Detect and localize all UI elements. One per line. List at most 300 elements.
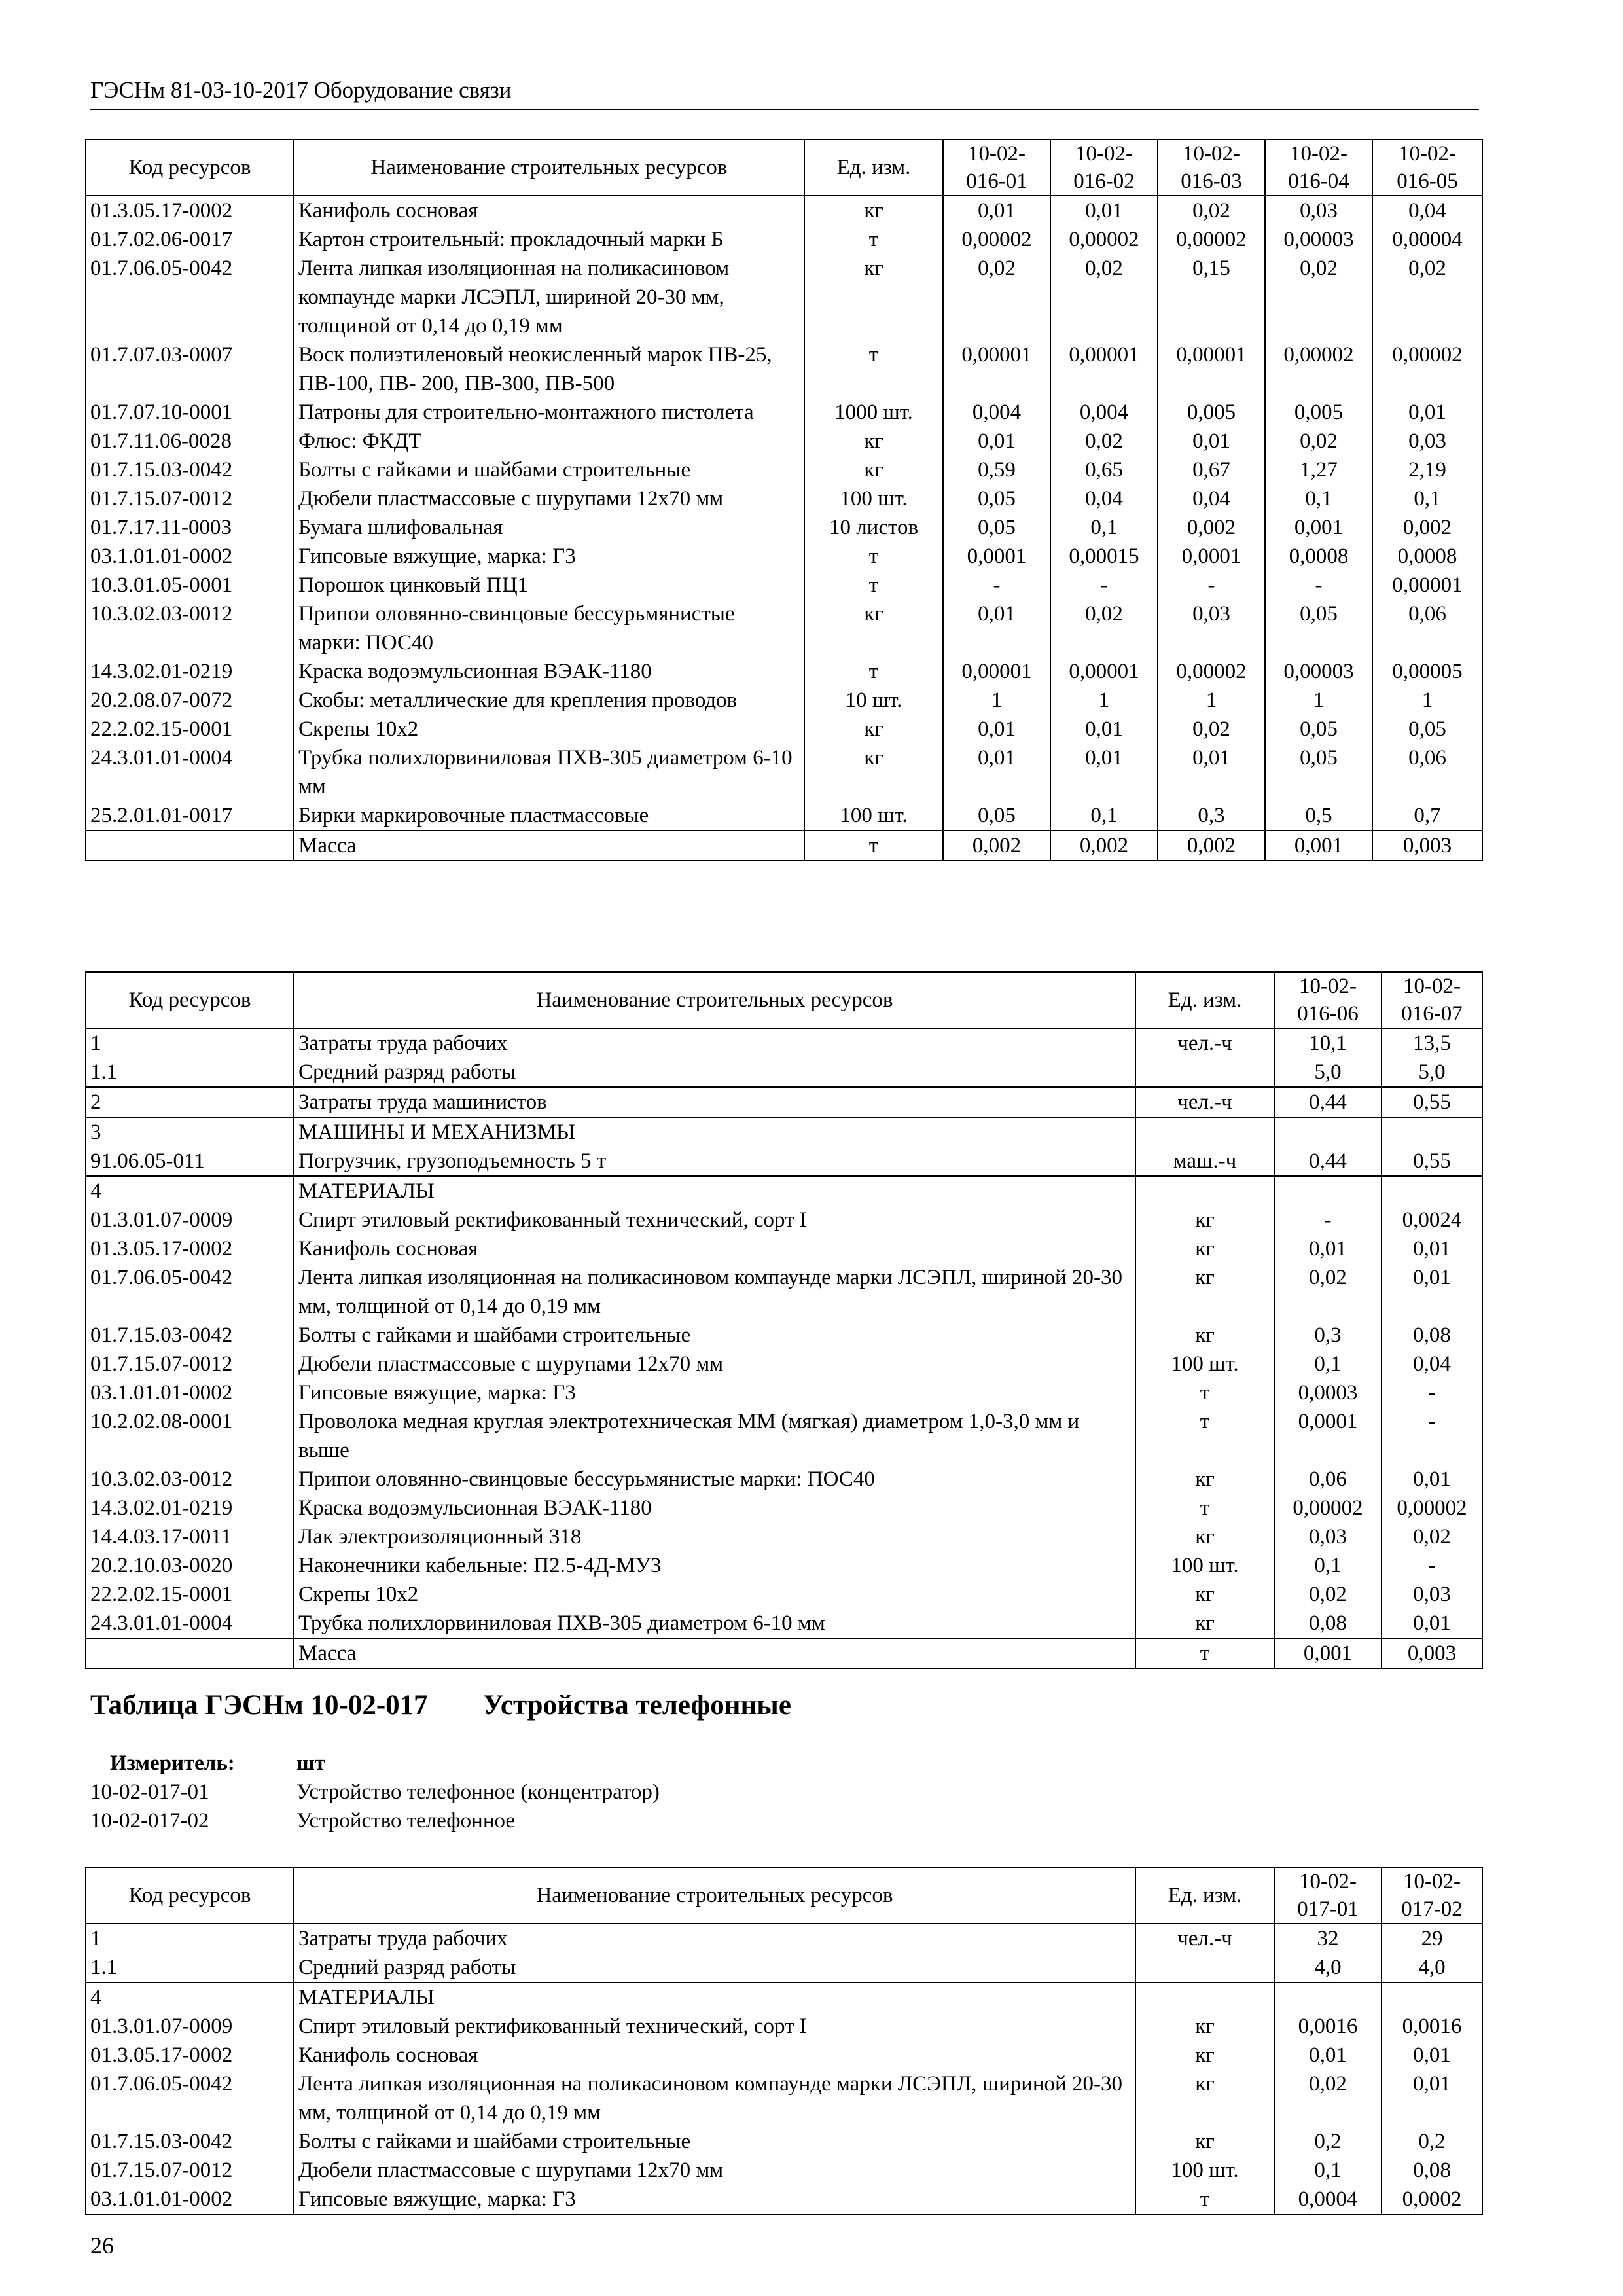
- table-row: [86, 484, 1482, 513]
- table-row: [86, 427, 1482, 456]
- resource-name: МАТЕРИАЛЫ: [294, 1176, 1135, 1206]
- resource-code: 25.2.01.01-0017: [86, 801, 294, 831]
- resource-unit: кг: [1135, 1580, 1274, 1609]
- resource-code: 4: [86, 1176, 294, 1206]
- resource-code: 01.7.06.05-0042: [86, 2070, 294, 2127]
- resource-value: 0,00002: [1050, 225, 1158, 254]
- resource-value: 0,0004: [1274, 2185, 1382, 2214]
- resource-unit: [1135, 1117, 1274, 1147]
- resource-unit: кг: [1135, 1263, 1274, 1321]
- table-row: [86, 657, 1482, 686]
- resource-unit: т: [1135, 1378, 1274, 1407]
- resource-code: 22.2.02.15-0001: [86, 1580, 294, 1609]
- resources-table-016-01-05: [85, 139, 1483, 861]
- mass-value: 0,002: [1050, 831, 1158, 861]
- resource-value: 0,02: [1050, 600, 1158, 657]
- resource-name: Затраты труда машинистов: [294, 1087, 1135, 1117]
- resource-value: 0,06: [1372, 744, 1482, 801]
- resource-name: Наконечники кабельные: П2.5-4Д-МУ3: [294, 1551, 1135, 1580]
- resource-unit: чел.-ч: [1135, 1087, 1274, 1117]
- resource-unit: 100 шт.: [804, 484, 943, 513]
- mass-value: 0,002: [1158, 831, 1265, 861]
- resource-value: 0,02: [943, 254, 1050, 340]
- resource-name: Дюбели пластмассовые с шурупами 12х70 мм: [294, 2156, 1135, 2185]
- resource-value: [1382, 1176, 1482, 1206]
- column-header-unit: Ед. изм.: [1135, 1867, 1274, 1924]
- table-row: [86, 254, 1482, 340]
- resource-value: 0,5: [1265, 801, 1372, 831]
- resource-value: 1: [943, 686, 1050, 715]
- resource-code: 03.1.01.01-0002: [86, 542, 294, 571]
- resource-code: 10.3.01.05-0001: [86, 571, 294, 600]
- resource-value: 0,00004: [1372, 225, 1482, 254]
- resource-value: 2,19: [1372, 456, 1482, 484]
- resource-unit: кг: [804, 744, 943, 801]
- table-row: [86, 1117, 1482, 1147]
- resource-value: 0,04: [1050, 484, 1158, 513]
- resource-value: 0,01: [943, 600, 1050, 657]
- column-header-norm: 10-02- 016-05: [1372, 139, 1482, 196]
- resource-unit: [1135, 1982, 1274, 2012]
- resource-value: 0,004: [1050, 398, 1158, 427]
- resource-code: 01.7.06.05-0042: [86, 254, 294, 340]
- resource-value: 0,06: [1274, 1465, 1382, 1494]
- resource-value: 0,02: [1265, 254, 1372, 340]
- resource-code: 01.7.15.07-0012: [86, 2156, 294, 2185]
- resource-value: 0,00001: [1050, 340, 1158, 398]
- table-body: [86, 1924, 1482, 2214]
- resource-value: 0,005: [1158, 398, 1265, 427]
- resource-value: 0,03: [1265, 196, 1372, 225]
- resource-value: 0,0016: [1274, 2012, 1382, 2041]
- resource-value: 0,01: [1382, 1234, 1482, 1263]
- resource-unit: 100 шт.: [1135, 2156, 1274, 2185]
- page-header: [90, 75, 1479, 110]
- resource-name: Лента липкая изоляционная на поликасиновом компаунде марки ЛСЭПЛ, шириной 20-30 мм, толщиной от 0,14 до 0,19 мм: [294, 2070, 1135, 2127]
- resource-unit: кг: [804, 456, 943, 484]
- resource-value: 0,00001: [1158, 340, 1265, 398]
- resource-code: 01.7.06.05-0042: [86, 1263, 294, 1321]
- resource-name: Канифоль сосновая: [294, 1234, 1135, 1263]
- table-row: [86, 1407, 1482, 1465]
- column-header-code: Код ресурсов: [86, 1867, 294, 1924]
- resource-name: Краска водоэмульсионная ВЭАК-1180: [294, 657, 804, 686]
- resource-name: Бумага шлифовальная: [294, 513, 804, 542]
- resource-name: Дюбели пластмассовые с шурупами 12х70 мм: [294, 1350, 1135, 1378]
- resource-value: 0,01: [1382, 1263, 1482, 1321]
- resource-value: 0,00002: [1372, 340, 1482, 398]
- resource-value: 0,03: [1372, 427, 1482, 456]
- resource-code: 01.3.05.17-0002: [86, 1234, 294, 1263]
- resource-code: 03.1.01.01-0002: [86, 2185, 294, 2214]
- resource-value: 0,05: [1372, 715, 1482, 744]
- resource-code: 01.3.05.17-0002: [86, 196, 294, 225]
- table-row: [86, 600, 1482, 657]
- resource-value: 4,0: [1382, 1953, 1482, 1982]
- resource-name: Флюс: ФКДТ: [294, 427, 804, 456]
- table-row: [86, 801, 1482, 831]
- table-row: [86, 744, 1482, 801]
- mass-row: [86, 831, 1482, 861]
- resource-value: 0,2: [1274, 2127, 1382, 2156]
- resource-value: 4,0: [1274, 1953, 1382, 1982]
- resource-value: 0,08: [1274, 1609, 1382, 1638]
- resource-unit: т: [804, 225, 943, 254]
- resource-name: Краска водоэмульсионная ВЭАК-1180: [294, 1494, 1135, 1522]
- resource-value: 0,3: [1274, 1321, 1382, 1350]
- resource-name: МАТЕРИАЛЫ: [294, 1982, 1135, 2012]
- table-body: [86, 1028, 1482, 1668]
- mass-value: 0,002: [943, 831, 1050, 861]
- resource-value: 0,00015: [1050, 542, 1158, 571]
- resource-value: 0,44: [1274, 1087, 1382, 1117]
- resource-value: -: [1265, 571, 1372, 600]
- resource-code: 01.7.07.10-0001: [86, 398, 294, 427]
- resource-value: 0,01: [1158, 427, 1265, 456]
- measure-label: Измеритель:: [110, 1751, 235, 1775]
- resource-value: [1382, 1982, 1482, 2012]
- resource-value: 1: [1265, 686, 1372, 715]
- resource-value: [1274, 1176, 1382, 1206]
- column-header-name: Наименование строительных ресурсов: [294, 972, 1135, 1028]
- mass-value: 0,001: [1265, 831, 1372, 861]
- column-header-norm: 10-02- 016-01: [943, 139, 1050, 196]
- page-number: 26: [90, 2233, 114, 2259]
- table-row: [86, 2012, 1482, 2041]
- resource-value: 0,05: [1265, 715, 1372, 744]
- resource-value: 0,002: [1158, 513, 1265, 542]
- column-header-norm: 10-02- 016-02: [1050, 139, 1158, 196]
- resource-unit: кг: [1135, 2012, 1274, 2041]
- mass-row: [86, 1638, 1482, 1668]
- resource-unit: 100 шт.: [1135, 1551, 1274, 1580]
- resource-unit: кг: [1135, 1206, 1274, 1234]
- table-row: [86, 1028, 1482, 1058]
- table-row: [86, 1058, 1482, 1087]
- resource-unit: т: [1135, 1407, 1274, 1465]
- resource-value: 0,06: [1372, 600, 1482, 657]
- measure-value: шт: [296, 1751, 326, 1775]
- resource-unit: чел.-ч: [1135, 1924, 1274, 1953]
- resource-value: 5,0: [1382, 1058, 1482, 1087]
- resource-code: 2: [86, 1087, 294, 1117]
- section-title-number: Таблица ГЭСНм 10-02-017: [90, 1690, 428, 1721]
- resource-unit: 1000 шт.: [804, 398, 943, 427]
- column-header-name: Наименование строительных ресурсов: [294, 139, 804, 196]
- table-row: [86, 686, 1482, 715]
- resource-value: 10,1: [1274, 1028, 1382, 1058]
- resource-value: 0,67: [1158, 456, 1265, 484]
- resource-value: 0,00001: [943, 340, 1050, 398]
- resource-value: 0,00002: [1265, 340, 1372, 398]
- resource-value: 0,44: [1274, 1147, 1382, 1176]
- resource-value: 0,1: [1050, 513, 1158, 542]
- resource-value: -: [1158, 571, 1265, 600]
- resource-name: Припои оловянно-свинцовые бессурьмянистые марки: ПОС40: [294, 600, 804, 657]
- resource-value: 0,01: [943, 715, 1050, 744]
- resource-value: 0,01: [1050, 715, 1158, 744]
- table-row: [86, 1263, 1482, 1321]
- table-row: [86, 2185, 1482, 2214]
- resource-name: Погрузчик, грузоподъемность 5 т: [294, 1147, 1135, 1176]
- column-header-norm: 10-02- 017-01: [1274, 1867, 1382, 1924]
- resource-code: 01.7.15.07-0012: [86, 1350, 294, 1378]
- resource-unit: т: [804, 571, 943, 600]
- resource-value: 0,0016: [1382, 2012, 1482, 2041]
- resource-unit: т: [804, 657, 943, 686]
- norm-code: 10-02-017-02: [90, 1809, 209, 1833]
- resource-name: Воск полиэтиленовый неокисленный марок ПВ-25, ПВ-100, ПВ- 200, ПВ-300, ПВ-500: [294, 340, 804, 398]
- resource-unit: 10 листов: [804, 513, 943, 542]
- resource-value: 0,55: [1382, 1147, 1482, 1176]
- resource-unit: кг: [1135, 2070, 1274, 2127]
- resource-value: 29: [1382, 1924, 1482, 1953]
- table-row: [86, 1609, 1482, 1638]
- column-header-norm: 10-02- 017-02: [1382, 1867, 1482, 1924]
- resource-value: [1274, 1982, 1382, 2012]
- resource-value: 0,02: [1274, 2070, 1382, 2127]
- resource-code: 10.3.02.03-0012: [86, 1465, 294, 1494]
- resource-name: Бирки маркировочные пластмассовые: [294, 801, 804, 831]
- resource-code: 1.1: [86, 1058, 294, 1087]
- table-row: [86, 1234, 1482, 1263]
- resource-value: 0,0024: [1382, 1206, 1482, 1234]
- resource-unit: кг: [1135, 1234, 1274, 1263]
- resource-value: 0,001: [1265, 513, 1372, 542]
- resource-value: 1,27: [1265, 456, 1372, 484]
- resource-value: -: [1274, 1206, 1382, 1234]
- resource-name: Скобы: металлические для крепления проводов: [294, 686, 804, 715]
- resource-name: Средний разряд работы: [294, 1058, 1135, 1087]
- resource-unit: кг: [804, 715, 943, 744]
- resource-name: Припои оловянно-свинцовые бессурьмянистые марки: ПОС40: [294, 1465, 1135, 1494]
- column-header-norm: 10-02- 016-04: [1265, 139, 1372, 196]
- resource-value: 0,01: [1382, 2070, 1482, 2127]
- mass-unit: т: [804, 831, 943, 861]
- resource-value: 0,0008: [1372, 542, 1482, 571]
- resource-unit: кг: [1135, 2127, 1274, 2156]
- resource-value: -: [1382, 1378, 1482, 1407]
- column-header-code: Код ресурсов: [86, 972, 294, 1028]
- table-row: [86, 225, 1482, 254]
- column-header-code: Код ресурсов: [86, 139, 294, 196]
- resource-unit: 10 шт.: [804, 686, 943, 715]
- resource-code: 01.7.11.06-0028: [86, 427, 294, 456]
- resource-unit: т: [804, 542, 943, 571]
- resource-value: 13,5: [1382, 1028, 1482, 1058]
- resource-value: 0,55: [1382, 1087, 1482, 1117]
- resource-value: 0,0008: [1265, 542, 1372, 571]
- resource-code: 4: [86, 1982, 294, 2012]
- resource-value: 0,02: [1372, 254, 1482, 340]
- resource-value: 0,59: [943, 456, 1050, 484]
- resource-value: 0,02: [1158, 196, 1265, 225]
- resource-value: -: [1050, 571, 1158, 600]
- resource-code: 10.2.02.08-0001: [86, 1407, 294, 1465]
- resource-value: 0,03: [1158, 600, 1265, 657]
- table-row: [86, 196, 1482, 225]
- mass-label: Масса: [294, 831, 804, 861]
- table-row: [86, 571, 1482, 600]
- resource-name: Скрепы 10х2: [294, 715, 804, 744]
- table-header-row: [86, 1867, 1482, 1924]
- resource-code: 14.3.02.01-0219: [86, 1494, 294, 1522]
- resource-name: Гипсовые вяжущие, марка: Г3: [294, 542, 804, 571]
- table-row: [86, 1551, 1482, 1580]
- resource-unit: кг: [1135, 1609, 1274, 1638]
- list-item: [90, 1806, 660, 1835]
- resources-table-017: [85, 1867, 1483, 2215]
- column-header-norm: 10-02- 016-03: [1158, 139, 1265, 196]
- resource-value: 0,01: [943, 196, 1050, 225]
- norm-name: Устройство телефонное (концентратор): [296, 1780, 660, 1804]
- resource-name: Дюбели пластмассовые с шурупами 12х70 мм: [294, 484, 804, 513]
- resource-unit: кг: [1135, 1465, 1274, 1494]
- resource-value: 0,08: [1382, 2156, 1482, 2185]
- table-row: [86, 1494, 1482, 1522]
- resource-value: 0,01: [1274, 1234, 1382, 1263]
- resource-value: 1: [1050, 686, 1158, 715]
- document-title: ГЭСНм 81-03-10-2017 Оборудование связи: [90, 77, 512, 103]
- table-row: [86, 340, 1482, 398]
- resource-value: 0,01: [1050, 744, 1158, 801]
- resource-unit: кг: [804, 600, 943, 657]
- resource-value: -: [943, 571, 1050, 600]
- table-row: [86, 715, 1482, 744]
- resource-value: 0,01: [1372, 398, 1482, 427]
- resource-name: Скрепы 10х2: [294, 1580, 1135, 1609]
- resource-value: 0,05: [1265, 744, 1372, 801]
- resource-name: Трубка полихлорвиниловая ПХВ-305 диаметром 6-10 мм: [294, 744, 804, 801]
- table-row: [86, 1580, 1482, 1609]
- table-row: [86, 1924, 1482, 1953]
- resource-value: 0,00002: [943, 225, 1050, 254]
- table-body: [86, 196, 1482, 861]
- resource-value: 0,05: [943, 513, 1050, 542]
- resource-value: 0,02: [1050, 427, 1158, 456]
- resource-value: 0,05: [943, 484, 1050, 513]
- resource-value: 0,00002: [1274, 1494, 1382, 1522]
- resource-value: 1: [1372, 686, 1482, 715]
- resource-value: [1274, 1117, 1382, 1147]
- resource-value: 0,01: [943, 427, 1050, 456]
- resource-unit: 100 шт.: [1135, 1350, 1274, 1378]
- resource-code: 20.2.10.03-0020: [86, 1551, 294, 1580]
- resource-value: 0,02: [1274, 1263, 1382, 1321]
- resource-code: 01.3.01.07-0009: [86, 1206, 294, 1234]
- table-row: [86, 1087, 1482, 1117]
- table-row: [86, 1350, 1482, 1378]
- resource-value: 0,05: [1265, 600, 1372, 657]
- resource-value: 0,0001: [1274, 1407, 1382, 1465]
- resource-value: -: [1382, 1551, 1482, 1580]
- resource-value: 0,01: [1382, 2041, 1482, 2070]
- column-header-unit: Ед. изм.: [804, 139, 943, 196]
- resource-value: 0,04: [1158, 484, 1265, 513]
- resource-value: 0,00003: [1265, 225, 1372, 254]
- mass-value: 0,003: [1372, 831, 1482, 861]
- resource-name: Спирт этиловый ректификованный технический, сорт I: [294, 1206, 1135, 1234]
- resource-unit: т: [1135, 2185, 1274, 2214]
- section-title-text: Устройства телефонные: [483, 1690, 791, 1721]
- column-header-unit: Ед. изм.: [1135, 972, 1274, 1028]
- table-row: [86, 1321, 1482, 1350]
- table-row: [86, 398, 1482, 427]
- resource-code: 01.7.15.03-0042: [86, 456, 294, 484]
- resource-code: 01.7.15.03-0042: [86, 1321, 294, 1350]
- resource-value: 0,00001: [943, 657, 1050, 686]
- empty-cell: [86, 831, 294, 861]
- resource-name: Проволока медная круглая электротехническая ММ (мягкая) диаметром 1,0-3,0 мм и выше: [294, 1407, 1135, 1465]
- resource-value: 0,7: [1372, 801, 1482, 831]
- resource-value: 0,02: [1265, 427, 1372, 456]
- resource-code: 01.7.15.07-0012: [86, 484, 294, 513]
- resource-value: 0,3: [1158, 801, 1265, 831]
- resource-name: Картон строительный: прокладочный марки Б: [294, 225, 804, 254]
- column-header-norm: 10-02- 016-06: [1274, 972, 1382, 1028]
- resource-unit: кг: [804, 427, 943, 456]
- resource-name: Средний разряд работы: [294, 1953, 1135, 1982]
- resource-name: Болты с гайками и шайбами строительные: [294, 456, 804, 484]
- resource-code: 01.3.05.17-0002: [86, 2041, 294, 2070]
- resource-name: Болты с гайками и шайбами строительные: [294, 2127, 1135, 2156]
- resource-code: 22.2.02.15-0001: [86, 715, 294, 744]
- resource-value: 0,005: [1265, 398, 1372, 427]
- resource-value: 0,01: [943, 744, 1050, 801]
- resource-name: Болты с гайками и шайбами строительные: [294, 1321, 1135, 1350]
- empty-cell: [86, 1638, 294, 1668]
- resource-name: Затраты труда рабочих: [294, 1924, 1135, 1953]
- resource-value: 0,0001: [1158, 542, 1265, 571]
- table-row: [86, 2156, 1482, 2185]
- resource-name: Спирт этиловый ректификованный технический, сорт I: [294, 2012, 1135, 2041]
- resource-value: 0,08: [1382, 1321, 1482, 1350]
- resource-name: Лента липкая изоляционная на поликасиновом компаунде марки ЛСЭПЛ, шириной 20-30 мм, толщиной от 0,14 до 0,19 мм: [294, 1263, 1135, 1321]
- resource-value: 0,00002: [1158, 657, 1265, 686]
- resource-value: 0,0001: [943, 542, 1050, 571]
- resource-value: 0,01: [1158, 744, 1265, 801]
- resource-value: 0,01: [1050, 196, 1158, 225]
- resource-code: 14.4.03.17-0011: [86, 1522, 294, 1551]
- resource-value: 0,00005: [1372, 657, 1482, 686]
- resource-unit: кг: [804, 196, 943, 225]
- resource-unit: [1135, 1058, 1274, 1087]
- resource-value: 0,1: [1274, 2156, 1382, 2185]
- resource-code: 01.3.01.07-0009: [86, 2012, 294, 2041]
- resource-unit: маш.-ч: [1135, 1147, 1274, 1176]
- resource-value: 0,1: [1265, 484, 1372, 513]
- resource-code: 24.3.01.01-0004: [86, 744, 294, 801]
- resource-value: 0,01: [1382, 1465, 1482, 1494]
- resource-value: 0,05: [943, 801, 1050, 831]
- resource-unit: кг: [804, 254, 943, 340]
- resource-code: 10.3.02.03-0012: [86, 600, 294, 657]
- resource-value: 0,00003: [1265, 657, 1372, 686]
- table-row: [86, 1982, 1482, 2012]
- resource-name: Лак электроизоляционный 318: [294, 1522, 1135, 1551]
- resource-code: 24.3.01.01-0004: [86, 1609, 294, 1638]
- resource-code: 1: [86, 1028, 294, 1058]
- table-row: [86, 1378, 1482, 1407]
- resource-value: 0,02: [1158, 715, 1265, 744]
- resource-value: 0,1: [1274, 1551, 1382, 1580]
- resources-table-016-06-07: [85, 971, 1483, 1669]
- resource-unit: т: [1135, 1494, 1274, 1522]
- resource-value: 0,01: [1274, 2041, 1382, 2070]
- resource-value: 0,004: [943, 398, 1050, 427]
- resource-value: 0,1: [1274, 1350, 1382, 1378]
- resource-unit: 100 шт.: [804, 801, 943, 831]
